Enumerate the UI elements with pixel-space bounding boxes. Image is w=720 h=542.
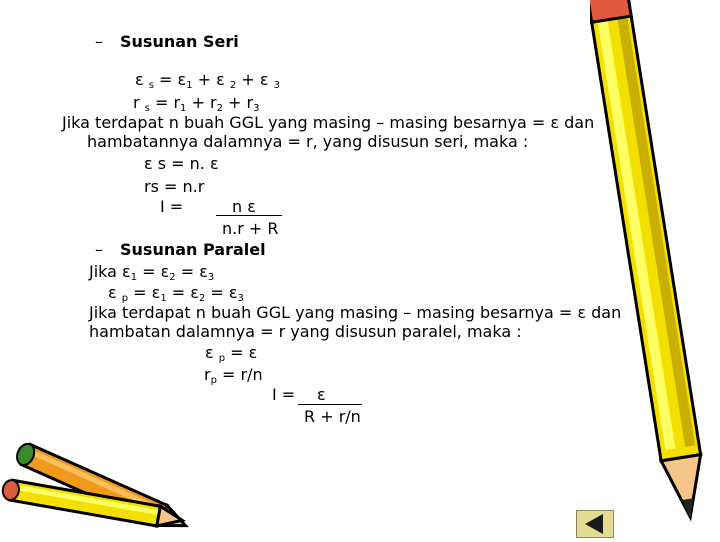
eps-p-equation: ε $_p = \varepsilon_1 = \varepsilon_2 = \varepsilon_3$ xyxy=(108,283,244,304)
rp-equation: $r_p = r/n$ xyxy=(204,365,263,386)
fraction-numerator-paralel: ε xyxy=(317,385,326,404)
fraction-denominator-seri: n.r + R xyxy=(222,219,279,238)
fraction-bar-paralel xyxy=(298,404,362,405)
back-button[interactable] xyxy=(576,510,614,538)
seri-paragraph-line-1: Jika terdapat n buah GGL yang masing – masing besarnya = ε dan xyxy=(62,113,595,132)
paralel-paragraph-line-1: Jika terdapat n buah GGL yang masing – masing besarnya = ε dan xyxy=(89,303,622,322)
current-label-paralel: I = xyxy=(272,385,296,404)
jika-equation: Jika $\varepsilon_1 = \varepsilon_2 = \varepsilon_3$ xyxy=(89,262,215,283)
current-label-seri: I = xyxy=(160,197,184,216)
bullet-dash: – xyxy=(95,32,103,51)
fraction-bar-seri xyxy=(216,215,282,216)
seri-paragraph-line-2: hambatannya dalamnya = r, yang disusun seri, maka : xyxy=(87,132,529,151)
paralel-paragraph-line-2: hambatan dalamnya = r yang disusun paralel, maka : xyxy=(89,322,522,341)
fraction-numerator-seri: n ε xyxy=(232,197,256,216)
bullet-dash: – xyxy=(95,240,103,259)
eps-s-n-equation: ε s = n. ε xyxy=(144,154,219,173)
pencil-icon xyxy=(590,0,720,540)
fraction-denominator-paralel: R + r/n xyxy=(304,407,361,426)
eps-p-final-equation: ε $_p$ = ε xyxy=(205,343,258,364)
rs-n-equation: rs = n.r xyxy=(144,177,205,196)
heading-seri: Susunan Seri xyxy=(120,32,239,51)
eps-s-equation: ε $_s = \varepsilon_1 + \varepsilon$ $_2$ + ε $_3$ xyxy=(135,70,280,91)
pencils-icon xyxy=(0,432,200,542)
heading-paralel: Susunan Paralel xyxy=(120,240,266,259)
r-s-equation: r $_s = r_1 + r_2 + r_3$ xyxy=(133,93,260,114)
back-arrow-icon xyxy=(577,511,613,537)
